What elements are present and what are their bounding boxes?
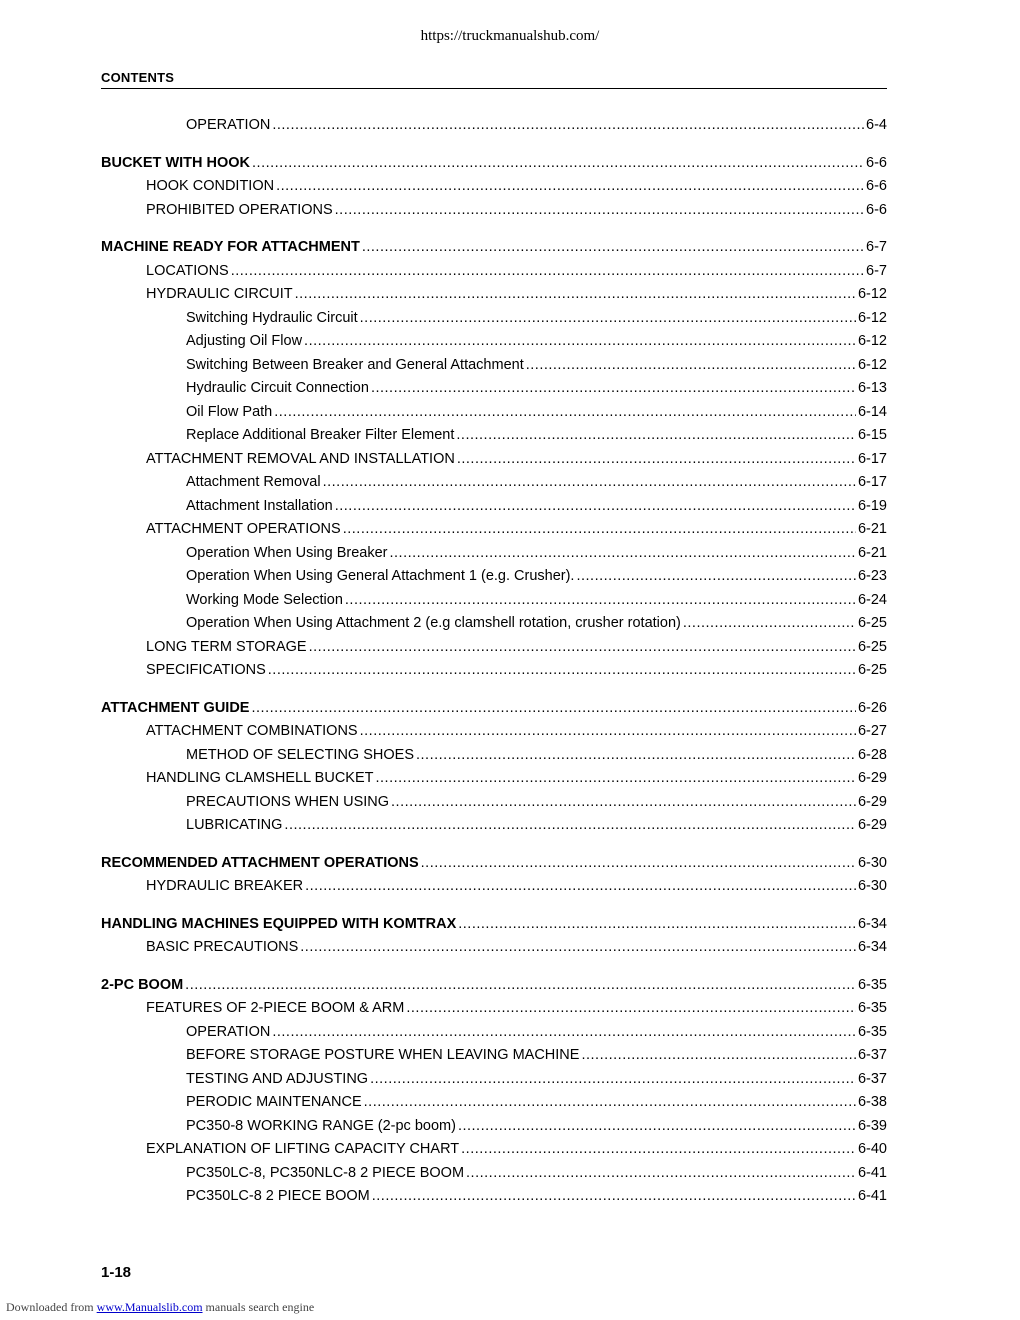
toc-entry-page: 6-25 [857, 638, 887, 655]
toc-entry-page: 6-41 [857, 1188, 887, 1204]
toc-entry-page: 6-15 [857, 427, 887, 443]
toc-entry-title: HYDRAULIC BREAKER [146, 878, 304, 894]
toc-entry-title: LUBRICATING [186, 817, 283, 833]
toc-entry-page: 6-12 [857, 356, 887, 373]
toc-entry-page: 6-13 [857, 380, 887, 396]
toc-section-entry[interactable] [101, 448, 887, 472]
toc-entry-page: 6-26 [857, 699, 887, 716]
dot-leader [683, 612, 856, 636]
toc-entry-page: 6-35 [857, 976, 887, 993]
toc-subsection-entry[interactable] [101, 307, 887, 331]
toc-entry-title: Switching Between Breaker and General Attachment [186, 356, 524, 373]
toc-chapter-entry[interactable] [101, 913, 887, 937]
toc-entry-page: 6-41 [857, 1164, 887, 1181]
toc-subsection-entry[interactable] [101, 1044, 887, 1068]
toc-entry-title: MACHINE READY FOR ATTACHMENT [101, 239, 360, 255]
dot-leader [461, 1138, 856, 1162]
toc-chapter-entry[interactable] [101, 236, 887, 260]
dot-leader [251, 697, 855, 721]
dot-leader [185, 974, 856, 998]
toc-entry-title: PC350LC-8, PC350NLC-8 2 PIECE BOOM [186, 1164, 465, 1181]
toc-subsection-entry[interactable] [101, 354, 887, 378]
toc-entry-page: 6-29 [857, 770, 887, 786]
toc-entry-page: 6-40 [857, 1141, 887, 1157]
dot-leader [456, 424, 856, 448]
toc-entry-page: 6-35 [857, 1023, 887, 1040]
toc-entry-page: 6-12 [857, 286, 887, 302]
toc-section-entry[interactable] [101, 997, 887, 1021]
dot-leader [458, 913, 856, 937]
toc-subsection-entry[interactable] [101, 377, 887, 401]
dot-leader [362, 236, 864, 260]
dot-leader [272, 114, 864, 138]
toc-entry-page: 6-17 [857, 450, 887, 467]
table-of-contents [101, 114, 887, 1209]
dot-leader [390, 542, 856, 566]
toc-section-entry[interactable] [101, 720, 887, 744]
toc-entry-page: 6-6 [866, 154, 887, 171]
dot-leader [272, 1021, 856, 1045]
toc-subsection-entry[interactable] [101, 471, 887, 495]
toc-subsection-entry[interactable] [101, 589, 887, 613]
dot-leader [421, 852, 856, 876]
dot-leader [576, 565, 856, 589]
toc-entry-title: FEATURES OF 2-PIECE BOOM & ARM [146, 1000, 405, 1016]
toc-subsection-entry[interactable] [101, 1162, 887, 1186]
toc-entry-title: OPERATION [186, 1023, 271, 1040]
toc-entry-page: 6-25 [857, 662, 887, 678]
toc-entry-title: Operation When Using Breaker [186, 544, 388, 561]
header-rule [101, 88, 887, 89]
toc-chapter-entry[interactable] [101, 697, 887, 721]
toc-entry-page: 6-28 [857, 746, 887, 763]
toc-subsection-entry[interactable] [101, 565, 887, 589]
toc-entry-page: 6-4 [866, 117, 887, 133]
toc-entry-title: HYDRAULIC CIRCUIT [146, 286, 293, 302]
dot-leader [274, 401, 856, 425]
dot-leader [364, 1091, 856, 1115]
dot-leader [466, 1162, 856, 1186]
toc-entry-page: 6-34 [857, 915, 887, 932]
toc-entry-page: 6-6 [866, 201, 887, 218]
dot-leader [295, 283, 856, 307]
toc-entry-page: 6-7 [866, 239, 887, 255]
toc-entry-title: Working Mode Selection [186, 591, 343, 608]
toc-subsection-entry[interactable] [101, 1091, 887, 1115]
dot-leader [345, 589, 856, 613]
toc-entry-title: TESTING AND ADJUSTING [186, 1070, 369, 1087]
toc-entry-page: 6-30 [857, 854, 887, 871]
toc-entry-title: BUCKET WITH HOOK [101, 154, 251, 171]
dot-leader [343, 518, 856, 542]
toc-subsection-entry[interactable] [101, 1021, 887, 1045]
footer-prefix: Downloaded from [6, 1300, 94, 1314]
dot-leader [300, 936, 856, 960]
toc-entry-page: 6-21 [857, 544, 887, 561]
toc-section-entry[interactable] [101, 936, 887, 960]
page-number: 1-18 [101, 1264, 132, 1281]
toc-chapter-entry[interactable] [101, 152, 887, 176]
toc-entry-title: LOCATIONS [146, 262, 229, 279]
toc-entry-title: OPERATION [186, 117, 271, 133]
toc-entry-title: Oil Flow Path [186, 403, 273, 420]
dot-leader [304, 330, 856, 354]
dot-leader [309, 636, 856, 660]
manualslib-link[interactable]: www.Manualslib.com [96, 1300, 203, 1314]
toc-section-entry[interactable] [101, 260, 887, 284]
dot-leader [323, 471, 856, 495]
toc-subsection-entry[interactable] [101, 1185, 887, 1209]
toc-entry-page: 6-23 [857, 568, 887, 584]
dot-leader [231, 260, 864, 284]
source-url: https://truckmanualshub.com/ [420, 28, 600, 44]
toc-entry-page: 6-12 [857, 333, 887, 349]
dot-leader [268, 659, 856, 683]
download-footer [6, 1300, 314, 1315]
dot-leader [458, 1115, 856, 1139]
toc-entry-title: Switching Hydraulic Circuit [186, 309, 358, 326]
footer-suffix: manuals search engine [205, 1300, 315, 1314]
dot-leader [371, 377, 856, 401]
toc-entry-title: HOOK CONDITION [146, 178, 275, 194]
dot-leader [406, 997, 856, 1021]
toc-section-entry[interactable] [101, 518, 887, 542]
toc-entry-page: 6-39 [857, 1117, 887, 1134]
dot-leader [335, 495, 856, 519]
dot-leader [284, 814, 856, 838]
toc-entry-page: 6-25 [857, 615, 887, 631]
toc-entry-page: 6-38 [857, 1094, 887, 1110]
toc-entry-title: METHOD OF SELECTING SHOES [186, 746, 414, 763]
toc-entry-title: Adjusting Oil Flow [186, 333, 303, 349]
toc-entry-page: 6-14 [857, 403, 887, 420]
dot-leader [376, 767, 856, 791]
toc-section-entry[interactable] [101, 659, 887, 683]
toc-entry-page: 6-29 [857, 817, 887, 833]
toc-entry-page: 6-37 [857, 1070, 887, 1087]
toc-entry-title: Operation When Using General Attachment 1 (e.g. Crusher). [186, 568, 575, 584]
toc-entry-title: BEFORE STORAGE POSTURE WHEN LEAVING MACHINE [186, 1047, 580, 1063]
dot-leader [581, 1044, 856, 1068]
toc-subsection-entry[interactable] [101, 1115, 887, 1139]
toc-section-entry[interactable] [101, 1138, 887, 1162]
dot-leader [526, 354, 856, 378]
toc-entry-title: Replace Additional Breaker Filter Element [186, 427, 455, 443]
dot-leader [360, 307, 856, 331]
toc-entry-title: BASIC PRECAUTIONS [146, 939, 299, 955]
toc-subsection-entry[interactable] [101, 542, 887, 566]
toc-entry-title: HANDLING MACHINES EQUIPPED WITH KOMTRAX [101, 915, 457, 932]
toc-subsection-entry[interactable] [101, 495, 887, 519]
toc-section-entry[interactable] [101, 767, 887, 791]
toc-chapter-entry[interactable] [101, 852, 887, 876]
toc-entry-title: PC350LC-8 2 PIECE BOOM [186, 1188, 370, 1204]
toc-subsection-entry[interactable] [101, 1068, 887, 1092]
toc-section-entry[interactable] [101, 636, 887, 660]
toc-entry-title: ATTACHMENT REMOVAL AND INSTALLATION [146, 450, 455, 467]
toc-subsection-entry[interactable] [101, 330, 887, 354]
dot-leader [335, 199, 864, 223]
toc-entry-title: HANDLING CLAMSHELL BUCKET [146, 770, 374, 786]
toc-entry-title: ATTACHMENT OPERATIONS [146, 521, 341, 537]
toc-entry-title: Hydraulic Circuit Connection [186, 380, 369, 396]
toc-entry-page: 6-24 [857, 591, 887, 608]
dot-leader [276, 175, 864, 199]
dot-leader [360, 720, 856, 744]
toc-chapter-entry[interactable] [101, 974, 887, 998]
toc-section-entry[interactable] [101, 875, 887, 899]
toc-entry-title: ATTACHMENT COMBINATIONS [146, 723, 358, 739]
toc-subsection-entry[interactable] [101, 114, 887, 138]
toc-subsection-entry[interactable] [101, 401, 887, 425]
toc-subsection-entry[interactable] [101, 744, 887, 768]
toc-entry-title: 2-PC BOOM [101, 976, 184, 993]
toc-entry-page: 6-30 [857, 878, 887, 894]
toc-entry-title: Attachment Installation [186, 497, 333, 514]
dot-leader [416, 744, 856, 768]
toc-entry-page: 6-19 [857, 497, 887, 514]
toc-entry-page: 6-21 [857, 521, 887, 537]
toc-entry-title: LONG TERM STORAGE [146, 638, 307, 655]
toc-entry-title: RECOMMENDED ATTACHMENT OPERATIONS [101, 854, 419, 871]
toc-entry-page: 6-35 [857, 1000, 887, 1016]
toc-entry-title: ATTACHMENT GUIDE [101, 699, 250, 716]
toc-entry-title: EXPLANATION OF LIFTING CAPACITY CHART [146, 1141, 460, 1157]
toc-entry-title: PC350-8 WORKING RANGE (2-pc boom) [186, 1117, 456, 1134]
toc-section-entry[interactable] [101, 175, 887, 199]
toc-entry-page: 6-12 [857, 309, 887, 326]
dot-leader [252, 152, 864, 176]
dot-leader [457, 448, 856, 472]
dot-leader [391, 791, 856, 815]
toc-subsection-entry[interactable] [101, 612, 887, 636]
toc-entry-title: Attachment Removal [186, 474, 321, 490]
toc-entry-page: 6-7 [866, 262, 887, 279]
dot-leader [305, 875, 856, 899]
toc-subsection-entry[interactable] [101, 791, 887, 815]
toc-entry-page: 6-37 [857, 1047, 887, 1063]
dot-leader [370, 1068, 856, 1092]
toc-entry-title: PRECAUTIONS WHEN USING [186, 793, 390, 810]
toc-subsection-entry[interactable] [101, 424, 887, 448]
toc-entry-title: Operation When Using Attachment 2 (e.g clamshell rotation, crusher rotation) [186, 615, 681, 631]
dot-leader [372, 1185, 856, 1209]
toc-entry-title: PROHIBITED OPERATIONS [146, 201, 333, 218]
toc-entry-title: SPECIFICATIONS [146, 662, 266, 678]
toc-section-entry[interactable] [101, 199, 887, 223]
toc-entry-page: 6-17 [857, 474, 887, 490]
toc-entry-page: 6-29 [857, 793, 887, 810]
toc-entry-page: 6-34 [857, 939, 887, 955]
toc-entry-title: PERODIC MAINTENANCE [186, 1094, 362, 1110]
toc-entry-page: 6-27 [857, 723, 887, 739]
toc-section-entry[interactable] [101, 283, 887, 307]
toc-entry-page: 6-6 [866, 178, 887, 194]
section-header: CONTENTS [101, 70, 175, 85]
toc-subsection-entry[interactable] [101, 814, 887, 838]
